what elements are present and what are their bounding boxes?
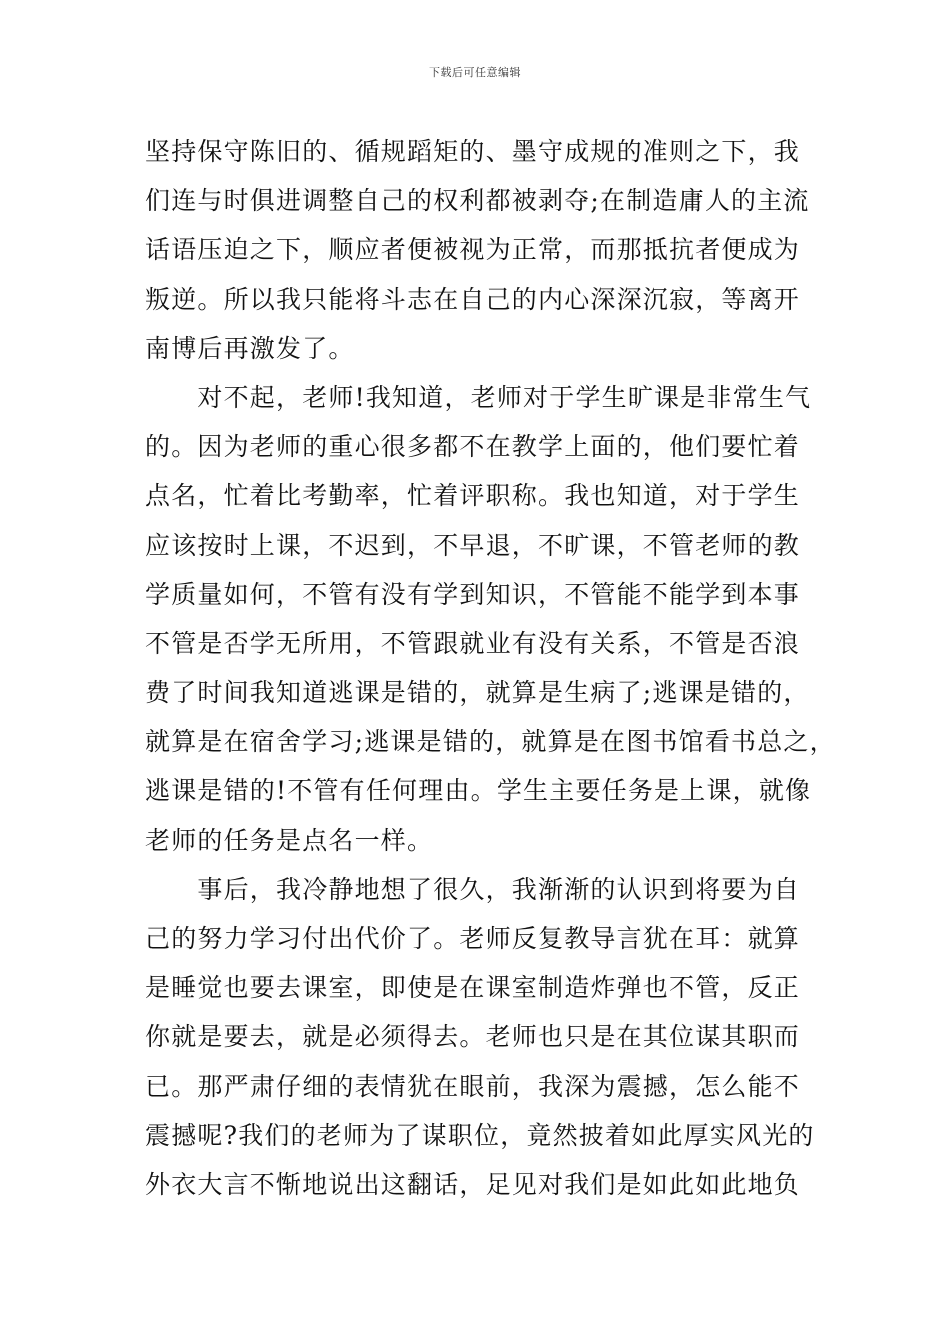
- text-line: 学质量如何，不管有没有学到知识，不管能不能学到本事: [145, 579, 801, 609]
- text-line: 点名，忙着比考勤率，忙着评职称。我也知道，对于学生: [145, 481, 801, 511]
- text-line: 逃课是错的!不管有任何理由。学生主要任务是上课，就像: [145, 776, 812, 806]
- text-line: 的。因为老师的重心很多都不在教学上面的，他们要忙着: [145, 432, 801, 462]
- text-line: 费了时间我知道逃课是错的，就算是生病了;逃课是错的，: [145, 678, 810, 708]
- text-line: 应该按时上课，不迟到，不早退，不旷课，不管老师的教: [145, 530, 801, 560]
- text-line: 坚持保守陈旧的、循规蹈矩的、墨守成规的准则之下，我: [145, 137, 801, 166]
- text-line: 己的努力学习付出代价了。老师反复教导言犹在耳：就算: [145, 924, 801, 953]
- text-line: 震撼呢?我们的老师为了谋职位，竟然披着如此厚实风光的: [145, 1120, 815, 1150]
- text-line: 话语压迫之下，顺应者便被视为正常，而那抵抗者便成为: [145, 235, 801, 265]
- text-line: 你就是要去，就是必须得去。老师也只是在其位谋其职而: [145, 1022, 801, 1052]
- text-line: 就算是在宿舍学习;逃课是错的，就算是在图书馆看书总之，: [145, 727, 836, 757]
- text-line: 事后，我冷静地想了很久，我渐渐的认识到将要为自: [145, 874, 801, 904]
- page-header: 下载后可任意编辑: [429, 66, 521, 79]
- text-line: 已。那严肃仔细的表情犹在眼前，我深为震撼，怎么能不: [145, 1071, 801, 1101]
- body-text: [145, 133, 845, 1215]
- text-line: 外衣大言不惭地说出这翻话，足见对我们是如此如此地负: [145, 1169, 801, 1199]
- text-line: 叛逆。所以我只能将斗志在自己的内心深深沉寂，等离开: [145, 284, 801, 314]
- text-line: 南博后再激发了。: [145, 333, 355, 363]
- text-line: 是睡觉也要去课室，即使是在课室制造炸弹也不管，反正: [145, 973, 801, 1003]
- text-line: 对不起，老师!我知道，老师对于学生旷课是非常生气: [145, 382, 812, 412]
- text-line: 老师的任务是点名一样。: [145, 825, 434, 855]
- text-line: 不管是否学无所用，不管跟就业有没有关系，不管是否浪: [145, 628, 801, 658]
- text-line: 们连与时俱进调整自己的权利都被剥夺;在制造庸人的主流: [145, 186, 810, 216]
